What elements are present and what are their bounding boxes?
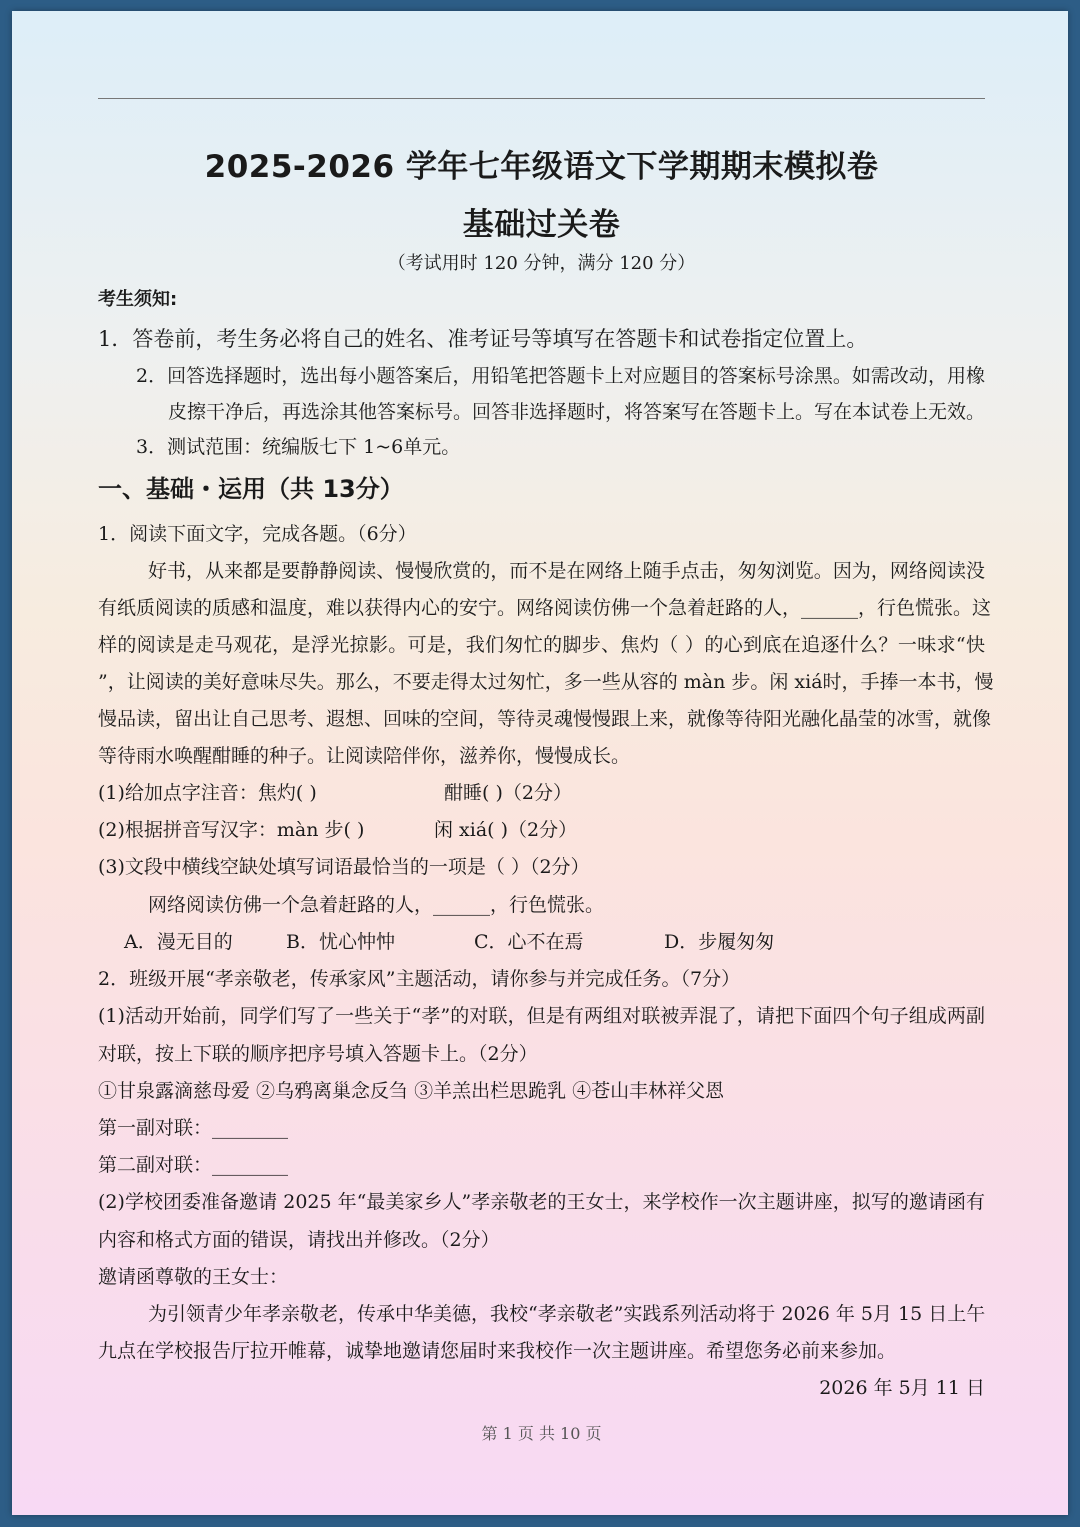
- section-1-title: 一、基础・运用（共 13分）: [98, 475, 404, 503]
- q1-sub1-a: (1)给加点字注音：焦灼( ): [98, 782, 317, 804]
- header-rule: [98, 98, 985, 99]
- notice-item-3: 3．测试范围：统编版七下 1~6单元。: [136, 436, 461, 458]
- option-c: C．心不在焉: [474, 931, 584, 953]
- q1-passage-line: 好书，从来都是要静静阅读、慢慢欣赏的，而不是在网络上随手点击，匆匆浏览。因为，网络阅读没: [148, 560, 985, 582]
- letter-body-line: 为引领青少年孝亲敬老，传承中华美德，我校“孝亲敬老”实践系列活动将于 2026 年 5月 15 日上午: [148, 1303, 986, 1325]
- q2-stem: 2．班级开展“孝亲敬老，传承家风”主题活动，请你参与并完成任务。（7分）: [98, 968, 741, 990]
- q2-sub2-line: (2)学校团委准备邀请 2025 年“最美家乡人”孝亲敬老的王女士，来学校作一次主题讲座，拟写的邀请函有: [98, 1191, 985, 1213]
- q1-passage-line: 慢品读，留出让自己思考、遐想、回味的空间，等待灵魂慢慢跟上来，就像等待阳光融化晶莹的冰雪，就像: [98, 708, 992, 730]
- q1-stem: 1．阅读下面文字，完成各题。（6分）: [98, 523, 417, 545]
- exam-page: [12, 11, 1068, 1515]
- letter-date: 2026 年 5月 11 日: [819, 1377, 985, 1399]
- q1-sub2-b: 闲 xiá( )（2分）: [434, 819, 578, 841]
- letter-salutation: 邀请函尊敬的王女士：: [98, 1266, 289, 1288]
- letter-body-line: 九点在学校报告厅拉开帷幕，诚挚地邀请您届时来我校作一次主题讲座。希望您务必前来参加。: [98, 1340, 897, 1362]
- exam-info: （考试用时 120 分钟，满分 120 分）: [387, 253, 696, 274]
- q1-sub2-a: (2)根据拼音写汉字：màn 步( ): [98, 819, 365, 841]
- couplet-items: ①甘泉露滴慈母爱 ②乌鸦离巢念反刍 ③羊羔出栏思跪乳 ④苍山丰林祥父恩: [98, 1080, 725, 1102]
- page-number: 第 1 页 共 10 页: [481, 1424, 602, 1443]
- q1-sub1-b: 酣睡( )（2分）: [444, 782, 572, 804]
- option-d: D．步履匆匆: [664, 931, 775, 953]
- q1-passage-line: 等待雨水唤醒酣睡的种子。让阅读陪伴你，滋养你，慢慢成长。: [98, 745, 631, 767]
- q2-sub1-line: (1)活动开始前，同学们写了一些关于“孝”的对联，但是有两组对联被弄混了，请把下面四个句子组成两副: [98, 1005, 985, 1027]
- couplet-pair-2: 第二副对联：________: [98, 1154, 289, 1176]
- q1-sub3: (3)文段中横线空缺处填写词语最恰当的一项是（ ）（2分）: [98, 856, 590, 878]
- option-b: B．忧心忡忡: [286, 931, 395, 953]
- q1-passage-line: 有纸质阅读的质感和温度，难以获得内心的安宁。网络阅读仿佛一个急着赶路的人，______，行色慌张。这: [98, 597, 992, 619]
- q1-sub3-sentence: 网络阅读仿佛一个急着赶路的人，______，行色慌张。: [148, 894, 605, 916]
- q2-sub1-line: 对联，按上下联的顺序把序号填入答题卡上。（2分）: [98, 1043, 538, 1065]
- option-a: A．漫无目的: [124, 931, 233, 953]
- q2-sub2-line: 内容和格式方面的错误，请找出并修改。（2分）: [98, 1229, 500, 1251]
- q1-passage-line: 样的阅读是走马观花，是浮光掠影。可是，我们匆忙的脚步、焦灼（ ）的心到底在追逐什么？一味求“快: [98, 634, 985, 656]
- couplet-pair-1: 第一副对联：________: [98, 1117, 289, 1139]
- notice-item-2-cont: 皮擦干净后，再选涂其他答案标号。回答非选择题时，将答案写在答题卡上。写在本试卷上无效。: [168, 401, 986, 423]
- notice-item-1: 1．答卷前，考生务必将自己的姓名、准考证号等填写在答题卡和试卷指定位置上。: [98, 327, 868, 351]
- exam-title: 2025-2026 学年七年级语文下学期期末模拟卷: [204, 149, 879, 185]
- exam-subtitle: 基础过关卷: [462, 207, 621, 243]
- notice-item-2: 2．回答选择题时，选出每小题答案后，用铅笔把答题卡上对应题目的答案标号涂黑。如需改动，用橡: [136, 365, 985, 387]
- notice-heading: 考生须知:: [98, 289, 178, 310]
- q1-passage-line: ”，让阅读的美好意味尽失。那么，不要走得太过匆忙，多一些从容的 màn 步。闲 xiá时，手捧一本书，慢: [98, 671, 994, 693]
